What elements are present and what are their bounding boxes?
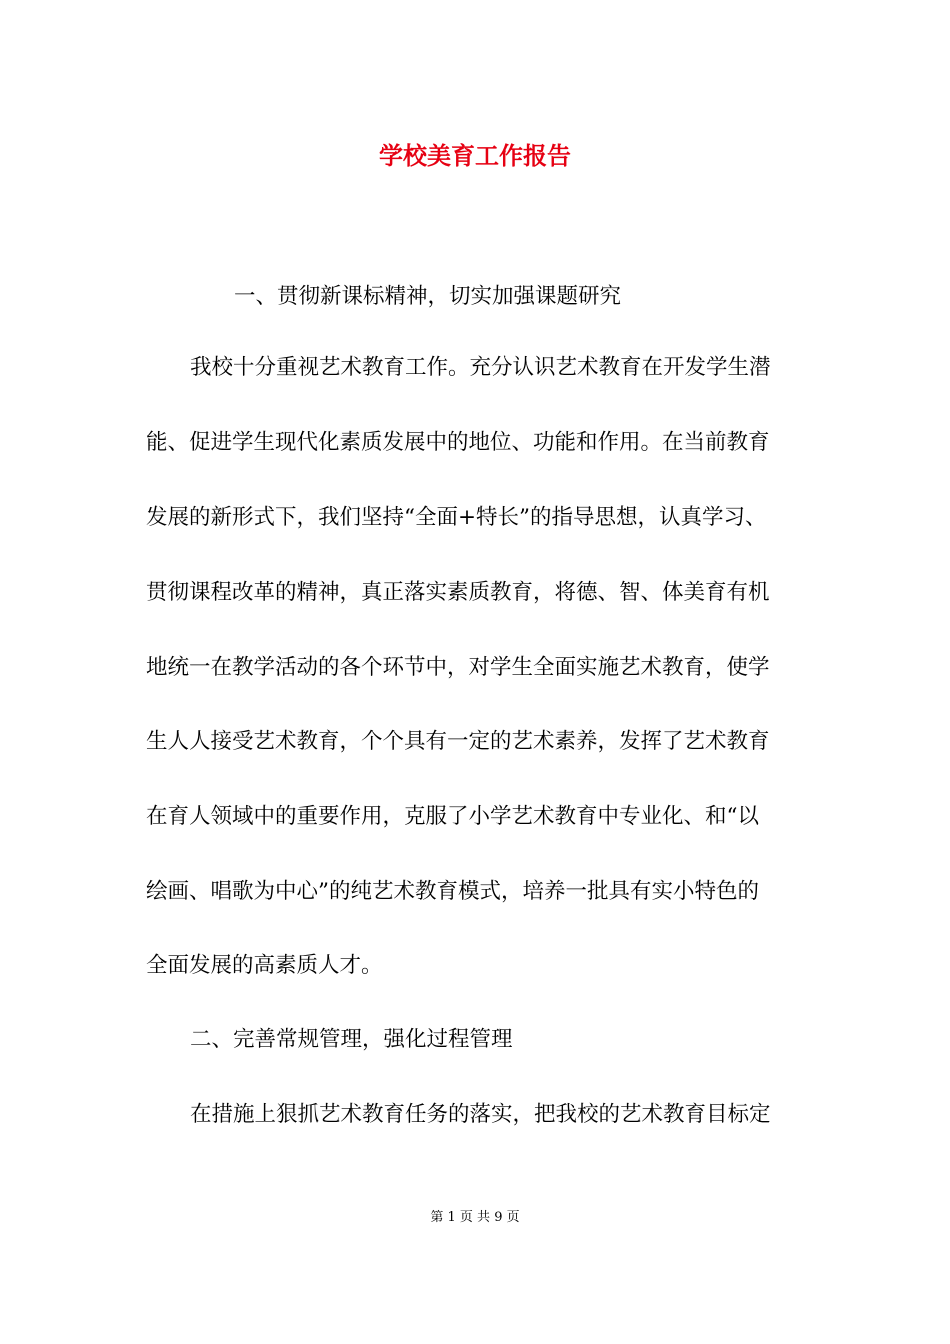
paragraph-line: 地统一在教学活动的各个环节中，对学生全面实施艺术教育，使学: [146, 655, 770, 680]
paragraph-line: 能、促进学生现代化素质发展中的地位、功能和作用。在当前教育: [146, 430, 770, 455]
paragraph-line: 生人人接受艺术教育，个个具有一定的艺术素养，发挥了艺术教育: [146, 729, 770, 754]
paragraph-line: 贯彻课程改革的精神，真正落实素质教育，将德、智、体美育有机: [146, 580, 770, 605]
paragraph-line: 全面发展的高素质人才。: [146, 953, 383, 978]
paragraph-line: 发展的新形式下，我们坚持“全面+特长”的指导思想，认真学习、: [146, 505, 767, 530]
paragraph-line: 绘画、唱歌为中心”的纯艺术教育模式，培养一批具有实小特色的: [146, 879, 759, 904]
document-title: 学校美育工作报告: [379, 141, 571, 170]
section-heading-2: 二、完善常规管理，强化过程管理: [190, 1027, 513, 1052]
section-heading-1: 一、贯彻新课标精神，切实加强课题研究: [234, 284, 622, 309]
page-number-footer: 第 1 页 共 9 页: [430, 1210, 520, 1225]
paragraph-line: 在育人领域中的重要作用，克服了小学艺术教育中专业化、和“以: [146, 804, 759, 829]
paragraph-line: 在措施上狠抓艺术教育任务的落实，把我校的艺术教育目标定: [190, 1102, 771, 1127]
paragraph-line: 我校十分重视艺术教育工作。充分认识艺术教育在开发学生潜: [190, 355, 771, 380]
